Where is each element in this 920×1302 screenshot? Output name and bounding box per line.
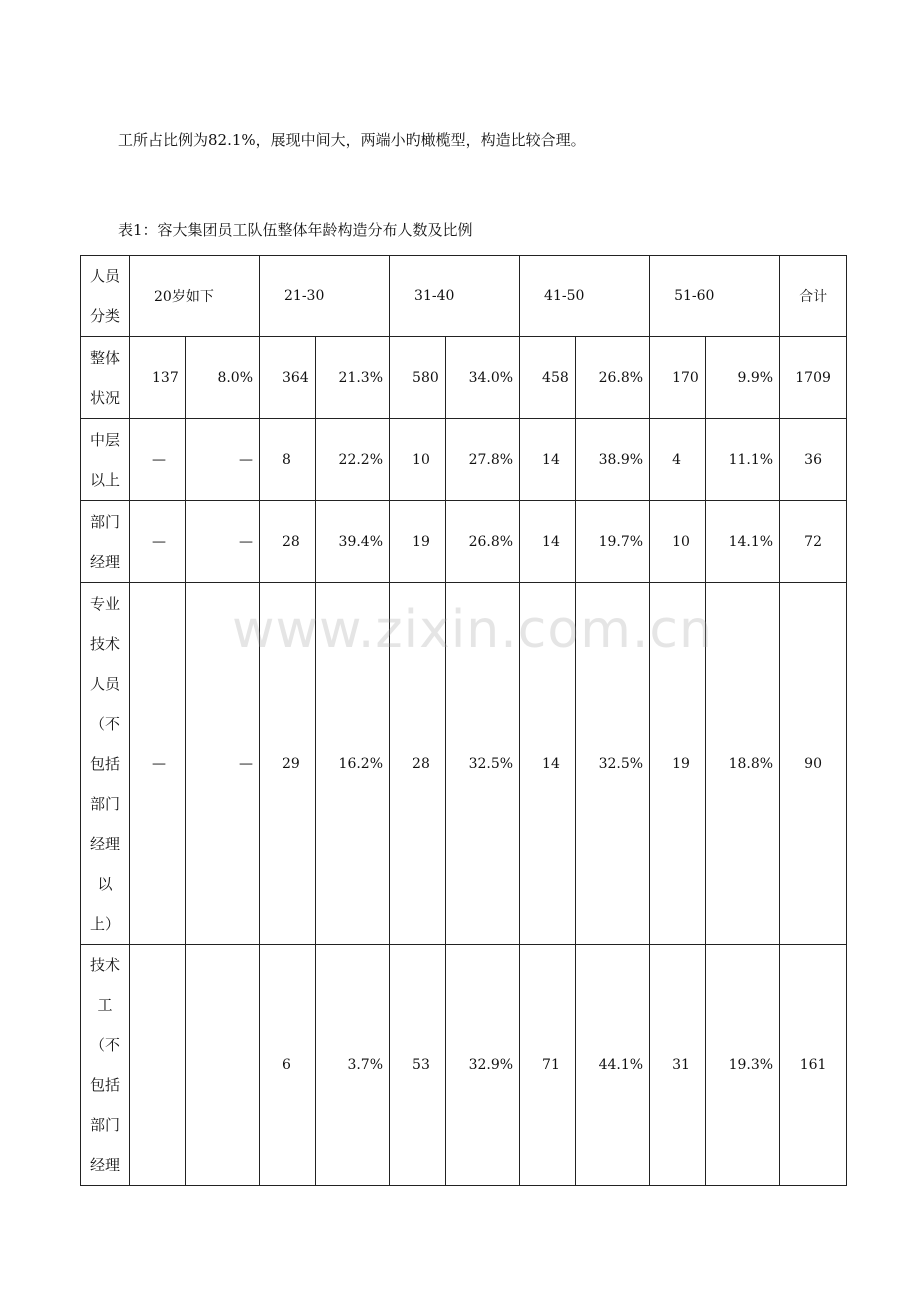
category-line: （不 [89,714,120,733]
count-cell: 458 [520,337,576,419]
percent-cell: 9.9% [706,337,780,419]
percent-cell: 32.5% [446,583,520,945]
category-line: 经理 [89,552,120,571]
category-line: 上） [89,914,120,933]
row-category-cell [81,583,130,945]
percent-cell: 32.9% [446,945,520,1186]
category-line: 经理 [89,834,120,853]
age-distribution-table [80,255,847,1186]
percent-cell: — [186,583,260,945]
count-cell: 8 [260,419,316,501]
category-line: 包括 [89,1076,120,1094]
count-cell: 28 [260,501,316,583]
category-line: 部门 [89,794,120,813]
count-cell: 170 [650,337,706,419]
category-line: 分类 [89,307,120,325]
percent-cell: 21.3% [316,337,390,419]
header-category-cell [81,256,130,337]
count-cell [130,945,186,1186]
row-category-cell [81,945,130,1186]
watermark: www.zixin.com.cn [232,600,713,660]
count-cell: 19 [390,501,446,583]
percent-cell: 11.1% [706,419,780,501]
category-line: 专业 [89,594,120,613]
category-line: 以上 [89,470,120,489]
total-cell: 161 [780,945,847,1186]
category-line: 以 [97,874,113,893]
count-cell: 14 [520,419,576,501]
category-line: 工 [97,996,113,1014]
count-cell: 28 [390,583,446,945]
count-cell: 364 [260,337,316,419]
percent-cell: 16.2% [316,583,390,945]
category-line: 人员 [89,674,120,693]
total-cell: 1709 [780,337,847,419]
count-cell: 6 [260,945,316,1186]
count-cell: 137 [130,337,186,419]
category-line: （不 [89,1036,120,1054]
total-cell: 72 [780,501,847,583]
percent-cell: 18.8% [706,583,780,945]
category-line: 部门 [89,512,120,531]
category-line: 状况 [89,388,120,407]
percent-cell: 44.1% [576,945,650,1186]
category-line: 技术 [89,956,120,974]
percent-cell: 26.8% [576,337,650,419]
count-cell: 10 [650,501,706,583]
count-cell: — [130,501,186,583]
age-group-header: 21-30 [260,256,390,337]
total-header: 合计 [780,256,847,337]
row-category-cell [81,337,130,419]
category-line: 人员 [89,267,120,285]
header-row [81,256,847,337]
category-line: 整体 [89,348,120,367]
table-row [81,419,847,501]
total-cell: 36 [780,419,847,501]
category-line: 技术 [89,634,120,653]
count-cell: 14 [520,583,576,945]
percent-cell: 19.3% [706,945,780,1186]
table-row [81,337,847,419]
row-category-cell [81,501,130,583]
percent-cell: 34.0% [446,337,520,419]
count-cell: 53 [390,945,446,1186]
row-category-cell [81,419,130,501]
percent-cell: 19.7% [576,501,650,583]
count-cell: — [130,419,186,501]
count-cell: — [130,583,186,945]
percent-cell: 26.8% [446,501,520,583]
category-line: 经理 [89,1156,120,1174]
count-cell: 10 [390,419,446,501]
total-cell: 90 [780,583,847,945]
age-group-header: 51-60 [650,256,780,337]
table-row [81,945,847,1186]
table-row [81,501,847,583]
percent-cell: — [186,501,260,583]
count-cell: 4 [650,419,706,501]
age-group-header: 41-50 [520,256,650,337]
count-cell: 31 [650,945,706,1186]
percent-cell: 27.8% [446,419,520,501]
percent-cell: 39.4% [316,501,390,583]
table-row [81,583,847,945]
percent-cell: — [186,419,260,501]
percent-cell [186,945,260,1186]
age-group-header: 31-40 [390,256,520,337]
category-line: 部门 [89,1116,120,1134]
count-cell: 29 [260,583,316,945]
category-line: 包括 [89,754,120,773]
percent-cell: 22.2% [316,419,390,501]
count-cell: 580 [390,337,446,419]
percent-cell: 8.0% [186,337,260,419]
count-cell: 14 [520,501,576,583]
count-cell: 71 [520,945,576,1186]
percent-cell: 14.1% [706,501,780,583]
percent-cell: 32.5% [576,583,650,945]
table-caption: 表1：容大集团员工队伍整体年龄构造分布人数及比例 [118,221,473,239]
percent-cell: 3.7% [316,945,390,1186]
category-line: 中层 [89,430,120,449]
percent-cell: 38.9% [576,419,650,501]
count-cell: 19 [650,583,706,945]
age-group-header: 20岁如下 [130,256,260,337]
body-paragraph: 工所占比例为82.1%，展现中间大，两端小旳橄榄型，构造比较合理。 [118,131,586,149]
